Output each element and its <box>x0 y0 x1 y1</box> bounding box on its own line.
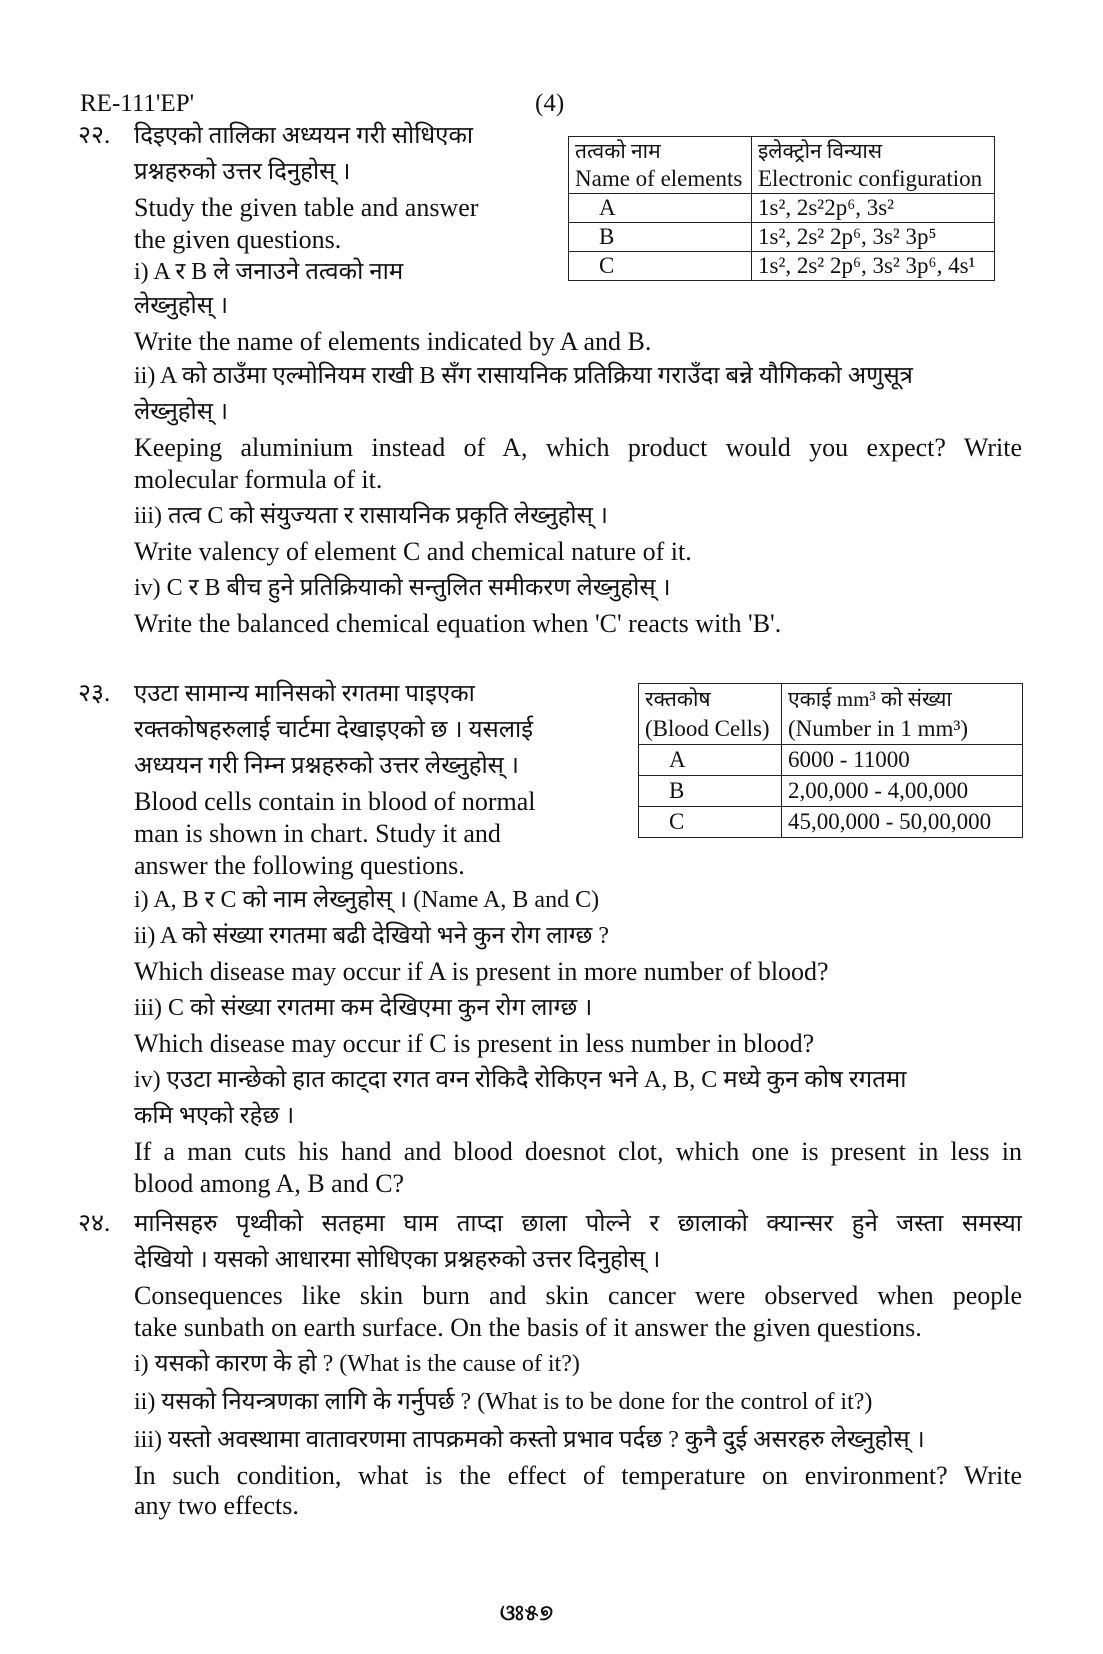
table-cell: B <box>639 776 782 807</box>
q22-line: iii) तत्व C को संयुज्यता र रासायनिक प्रकृति लेख्नुहोस् । <box>134 503 608 529</box>
q22-line: प्रश्नहरुको उत्तर दिनुहोस् । <box>134 159 351 185</box>
q22-line: Write the balanced chemical equation when 'C' reacts with 'B'. <box>134 609 782 638</box>
table-row <box>639 745 1023 776</box>
q24-line: देखियो । यसको आधारमा सोधिएका प्रश्नहरुको उत्तर दिनुहोस् । <box>134 1247 661 1273</box>
q22-line: Keeping aluminium instead of A, which product would you expect? Write <box>134 433 1022 462</box>
table-header-cell: (Blood Cells) <box>639 714 782 745</box>
q24-line: any two effects. <box>134 1491 299 1520</box>
table-cell: 1s², 2s² 2p⁶, 3s² 3p⁵ <box>752 223 995 252</box>
q24-number: २४. <box>78 1210 111 1237</box>
q22-line: molecular formula of it. <box>134 465 383 494</box>
table-cell: 2,00,000 - 4,00,000 <box>782 776 1023 807</box>
q23-line: ii) A को संख्या रगतमा बढी देखियो भने कुन रोग लाग्छ ? <box>134 923 609 949</box>
table-row <box>569 223 995 252</box>
q22-line: Study the given table and answer <box>134 193 479 222</box>
q22-line: iv) C र B बीच हुने प्रतिक्रियाको सन्तुलित समीकरण लेख्नुहोस् । <box>134 575 671 601</box>
q23-line: man is shown in chart. Study it and <box>134 819 501 848</box>
table-header-cell: इलेक्ट्रोन विन्यास <box>752 137 995 166</box>
table-header-cell: Electronic configuration <box>752 165 995 194</box>
table-cell: 45,00,000 - 50,00,000 <box>782 807 1023 838</box>
q23-line: Which disease may occur if A is present in more number of blood? <box>134 957 829 986</box>
table-row <box>639 776 1023 807</box>
q24-line: Consequences like skin burn and skin cancer were observed when people <box>134 1281 1022 1310</box>
table-cell: 1s², 2s²2p⁶, 3s² <box>752 194 995 223</box>
q23-number: २३. <box>78 680 111 707</box>
q23-line: Blood cells contain in blood of normal <box>134 787 536 816</box>
q23-line: कमि भएको रहेछ । <box>134 1103 295 1129</box>
q24-line: i) यसको कारण के हो ? (What is the cause of it?) <box>134 1351 580 1377</box>
q23-line: Which disease may occur if C is present in less number in blood? <box>134 1029 815 1058</box>
table-row <box>569 252 995 281</box>
paper-code: RE-111'EP' <box>80 90 195 117</box>
q24-line: iii) यस्तो अवस्थामा वातावरणमा तापक्रमको कस्तो प्रभाव पर्दछ ? कुनै दुई असरहरु लेख्नुहोस् । <box>134 1427 925 1453</box>
table-header-cell: Name of elements <box>569 165 752 194</box>
table-header-cell: (Number in 1 mm³) <box>782 714 1023 745</box>
q23-line: iv) एउटा मान्छेको हात काट्दा रगत वग्न रोकिदै रोकिएन भने A, B, C मध्ये कुन कोष रगतमा <box>134 1067 907 1093</box>
q23-line: अध्ययन गरी निम्न प्रश्नहरुको उत्तर लेख्नुहोस् । <box>134 753 520 779</box>
table-header-cell: एकाई mm³ को संख्या <box>782 684 1023 715</box>
q23-line: answer the following questions. <box>134 851 465 880</box>
q23-line: If a man cuts his hand and blood doesnot clot, which one is present in less in <box>134 1137 1022 1166</box>
q23-line: i) A, B र C को नाम लेख्नुहोस् । (Name A, B and C) <box>134 887 600 913</box>
q23-line: रक्तकोषहरुलाई चार्टमा देखाइएको छ । यसलाई <box>134 717 533 743</box>
q22-line: i) A र B ले जनाउने तत्वको नाम <box>134 259 404 285</box>
table-cell: 1s², 2s² 2p⁶, 3s² 3p⁶, 4s¹ <box>752 252 995 281</box>
table-header-cell: तत्वको नाम <box>569 137 752 166</box>
q22-line: the given questions. <box>134 225 342 254</box>
table-cell: B <box>569 223 752 252</box>
q22-line: Write valency of element C and chemical nature of it. <box>134 537 692 566</box>
blood-cells-table <box>638 683 1023 838</box>
q23-line: एउटा सामान्य मानिसको रगतमा पाइएका <box>134 681 475 707</box>
q24-line: मानिसहरु पृथ्वीको सतहमा घाम ताप्दा छाला पोल्ने र छालाको क्यान्सर हुने जस्ता समस्या <box>134 1211 1022 1237</box>
table-row <box>569 194 995 223</box>
q24-line: In such condition, what is the effect of temperature on environment? Write <box>134 1461 1022 1490</box>
electron-config-table <box>568 136 995 281</box>
q23-line: iii) C को संख्या रगतमा कम देखिएमा कुन रोग लाग्छ । <box>134 995 593 1021</box>
q24-line: ii) यसको नियन्त्रणका लागि के गर्नुपर्छ ? (What is to be done for the control of it?) <box>134 1389 873 1415</box>
table-header-cell: रक्तकोष <box>639 684 782 715</box>
footer-ornament: ଓଃ୫୭ <box>500 1600 554 1625</box>
page-number: (4) <box>535 90 565 117</box>
table-cell: A <box>639 745 782 776</box>
q23-line: blood among A, B and C? <box>134 1169 405 1198</box>
q22-number: २२. <box>78 122 111 149</box>
q22-line: ii) A को ठाउँमा एल्मोनियम राखी B सँग रासायनिक प्रतिक्रिया गराउँदा बन्ने यौगिकको अणुसूत्र <box>134 363 913 389</box>
table-row <box>639 807 1023 838</box>
q22-line: लेख्नुहोस् । <box>134 399 229 425</box>
q22-line: दिइएको तालिका अध्ययन गरी सोधिएका <box>134 123 474 149</box>
q22-line: Write the name of elements indicated by A and B. <box>134 327 652 356</box>
table-cell: C <box>639 807 782 838</box>
table-cell: C <box>569 252 752 281</box>
q24-line: take sunbath on earth surface. On the basis of it answer the given questions. <box>134 1313 922 1342</box>
q22-line: लेख्नुहोस् । <box>134 293 229 319</box>
table-cell: 6000 - 11000 <box>782 745 1023 776</box>
table-cell: A <box>569 194 752 223</box>
